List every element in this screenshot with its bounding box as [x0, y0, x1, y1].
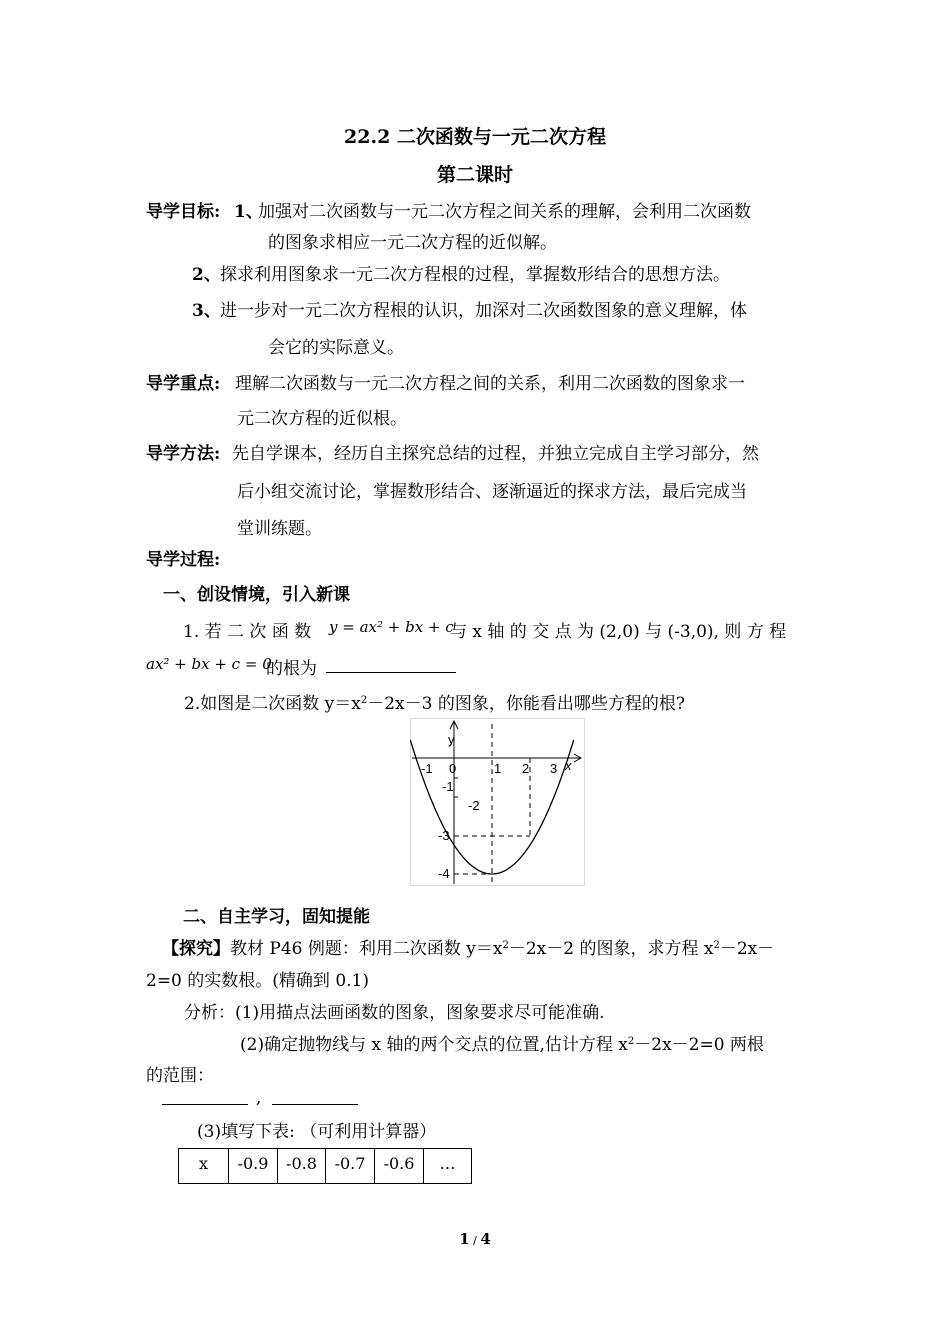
- goal-3-line-2: 会它的实际意义。: [268, 338, 404, 358]
- goal-1-number: 1、: [234, 202, 263, 222]
- explore-superscript-2: 2: [713, 940, 720, 951]
- analysis-step-2: [240, 1030, 764, 1055]
- section-1-heading: 一、创设情境，引入新课: [163, 585, 350, 605]
- analysis-step-2-line-2: 的范围：: [146, 1066, 214, 1086]
- question-1-prefix: 1. 若 二 次 函 数: [183, 622, 312, 642]
- method-label: 导学方法:: [146, 444, 221, 464]
- answer-blank-range-2[interactable]: [272, 1088, 358, 1105]
- method-line-3: 堂训练题。: [237, 519, 322, 539]
- table-cell-ellipsis: …: [424, 1149, 472, 1184]
- x-axis-label: x: [565, 758, 572, 773]
- analysis-step-3: (3)填写下表: （可利用计算器）: [197, 1122, 437, 1142]
- explore-line-1: [162, 934, 774, 959]
- x-tick-2: 2: [522, 761, 530, 776]
- question-2-text-b: －2x－3 的图象，你能看出哪些方程的根?: [367, 694, 685, 714]
- goal-1-line-2: 的图象求相应一元二次方程的近似解。: [268, 233, 557, 253]
- x-tick-1: 1: [494, 761, 502, 776]
- y-tick-minus-4: -4: [438, 866, 450, 881]
- analysis-step-1: 分析：(1)用描点法画函数的图象，图象要求尽可能准确.: [184, 1003, 605, 1023]
- page-subtitle: 第二课时: [436, 164, 513, 186]
- method-line-2: 后小组交流讨论，掌握数形结合、逐渐逼近的探求方法，最后完成当: [237, 482, 747, 502]
- question-1-formula-2: ax² + bx + c = 0: [146, 655, 272, 673]
- table-cell[interactable]: -0.8: [278, 1149, 326, 1184]
- page-number: 1: [459, 1230, 470, 1248]
- question-1-mid: 与 x 轴 的 交 点 为 (2,0) 与 (-3,0), 则 方 程: [450, 622, 787, 642]
- question-1-suffix: 的根为: [266, 659, 317, 679]
- goal-1-line-1: 加强对二次函数与一元二次方程之间关系的理解，会利用二次函数: [258, 202, 751, 222]
- page-separator: /: [469, 1234, 481, 1247]
- method-line-1: 先自学课本，经历自主探究总结的过程，并独立完成自主学习部分，然: [232, 444, 759, 464]
- analysis-step-2-text-a: (2)确定抛物线与 x 轴的两个交点的位置,估计方程 x: [240, 1035, 628, 1055]
- answer-blank-1[interactable]: [326, 654, 456, 673]
- parabola-graph: [410, 718, 585, 886]
- explore-line-2: 2=0 的实数根。(精确到 0.1): [146, 971, 369, 991]
- question-2-text-a: 2.如图是二次函数 y＝x: [184, 694, 361, 714]
- table-cell-x: x: [179, 1149, 229, 1184]
- answer-blank-range-1[interactable]: [162, 1088, 248, 1105]
- y-tick-minus-3: -3: [438, 828, 450, 843]
- focus-line-2: 元二次方程的近似根。: [237, 409, 407, 429]
- y-axis-label: y: [448, 732, 455, 747]
- table-row: [179, 1149, 472, 1184]
- y-tick-minus-1: -1: [442, 779, 454, 794]
- goals-label: 导学目标:: [146, 202, 221, 222]
- y-tick-minus-2: -2: [468, 798, 480, 813]
- analysis-step-2-text-b: －2x－2=0 两根: [634, 1035, 764, 1055]
- page-total: 4: [480, 1230, 491, 1248]
- value-table: [178, 1148, 472, 1184]
- table-cell[interactable]: -0.7: [326, 1149, 375, 1184]
- goal-3-line-1: 进一步对一元二次方程根的认识，加深对二次函数图象的意义理解，体: [220, 301, 747, 321]
- goal-3-number: 3、: [192, 301, 221, 321]
- analysis-step-2-superscript: 2: [627, 1036, 635, 1047]
- section-2-heading: 二、自主学习，固知提能: [183, 907, 370, 927]
- focus-line-1: 理解二次函数与一元二次方程之间的关系，利用二次函数的图象求一: [235, 374, 745, 394]
- explore-text-b: －2x－2 的图象，求方程 x: [508, 939, 714, 959]
- focus-label: 导学重点:: [146, 374, 221, 394]
- explore-label: 【探究】: [162, 939, 230, 959]
- question-2-superscript: 2: [360, 695, 368, 706]
- process-label: 导学过程:: [146, 550, 221, 570]
- blank-separator: ,: [256, 1088, 262, 1108]
- page-title: 22.2 二次函数与一元二次方程: [344, 126, 606, 148]
- table-cell[interactable]: -0.6: [375, 1149, 424, 1184]
- question-2: [184, 689, 685, 714]
- explore-text-a: 教材 P46 例题：利用二次函数 y＝x: [230, 939, 503, 959]
- page-footer: [0, 1230, 950, 1248]
- graph-frame: [411, 719, 585, 886]
- goal-2-number: 2、: [192, 265, 221, 285]
- x-tick-minus-1: -1: [421, 761, 433, 776]
- goal-2-text: 探求利用图象求一元二次方程根的过程，掌握数形结合的思想方法。: [220, 265, 730, 285]
- question-1-formula: y = ax² + bx + c: [329, 618, 454, 636]
- x-tick-3: 3: [550, 761, 558, 776]
- x-tick-0: 0: [449, 761, 457, 776]
- explore-superscript-1: 2: [502, 940, 509, 951]
- table-cell[interactable]: -0.9: [229, 1149, 278, 1184]
- explore-text-c: －2x－: [719, 939, 775, 959]
